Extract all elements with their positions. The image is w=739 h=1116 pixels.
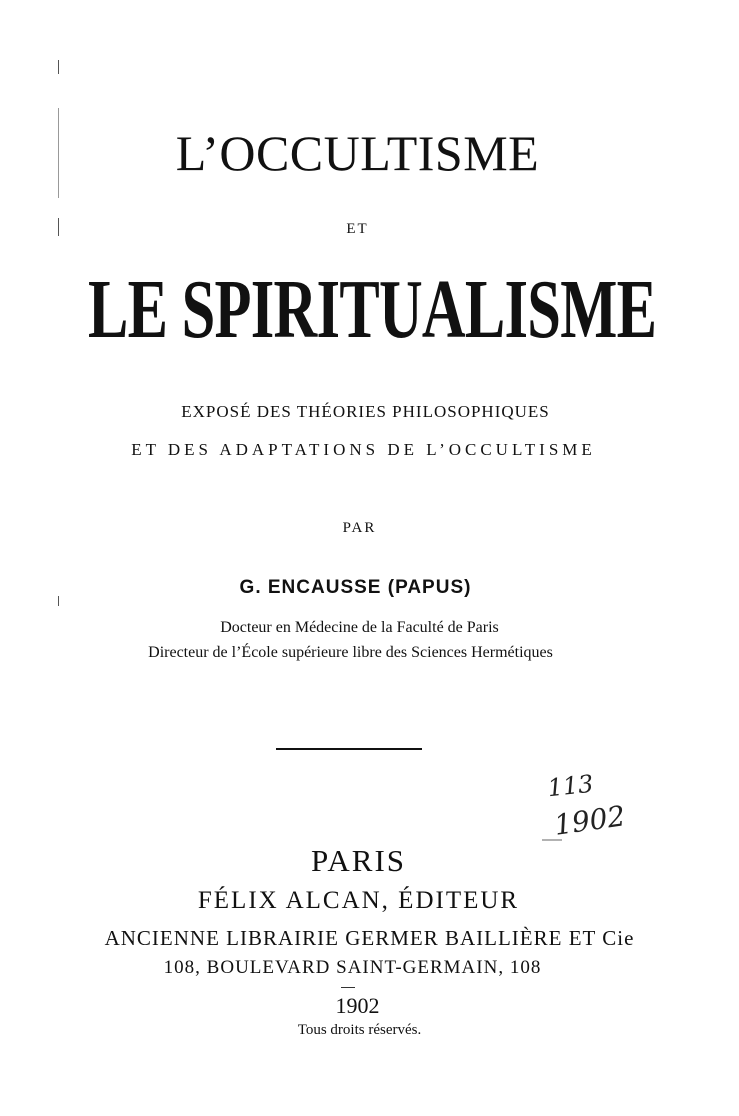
title-line-1: L’OCCULTISME	[175, 125, 540, 181]
handwritten-line-2: 1902	[552, 799, 628, 842]
rights-notice: Tous droits réservés.	[297, 1022, 422, 1038]
margin-mark	[58, 596, 59, 606]
divider-rule	[276, 748, 422, 750]
author-affiliation-2: Directeur de l’École supérieure libre des Sciences Hermétiques	[148, 644, 553, 661]
author-affiliation-1: Docteur en Médecine de la Faculté de Paris	[220, 619, 499, 636]
year-dash	[341, 987, 355, 988]
imprint-address: 108, BOULEVARD SAINT-GERMAIN, 108	[163, 957, 542, 978]
subtitle-line-1: EXPOSÉ DES THÉORIES PHILOSOPHIQUES	[181, 402, 550, 421]
by-label: PAR	[342, 520, 377, 536]
imprint-publisher: FÉLIX ALCAN, ÉDITEUR	[197, 887, 520, 914]
handwritten-line-1: 113	[546, 770, 595, 803]
title-connector: ET	[346, 221, 369, 237]
handwritten-note	[540, 770, 680, 850]
imprint-city: PARIS	[310, 843, 407, 878]
title-line-2: LE SPIRITUALISME	[87, 263, 657, 356]
imprint-year: 1902	[335, 993, 380, 1018]
subtitle-line-2: ET DES ADAPTATIONS DE L’OCCULTISME	[131, 440, 596, 459]
imprint-publishing-house: ANCIENNE LIBRAIRIE GERMER BAILLIÈRE ET Cie	[104, 926, 635, 950]
author-name: G. ENCAUSSE (PAPUS)	[239, 577, 472, 598]
margin-mark	[58, 60, 59, 74]
